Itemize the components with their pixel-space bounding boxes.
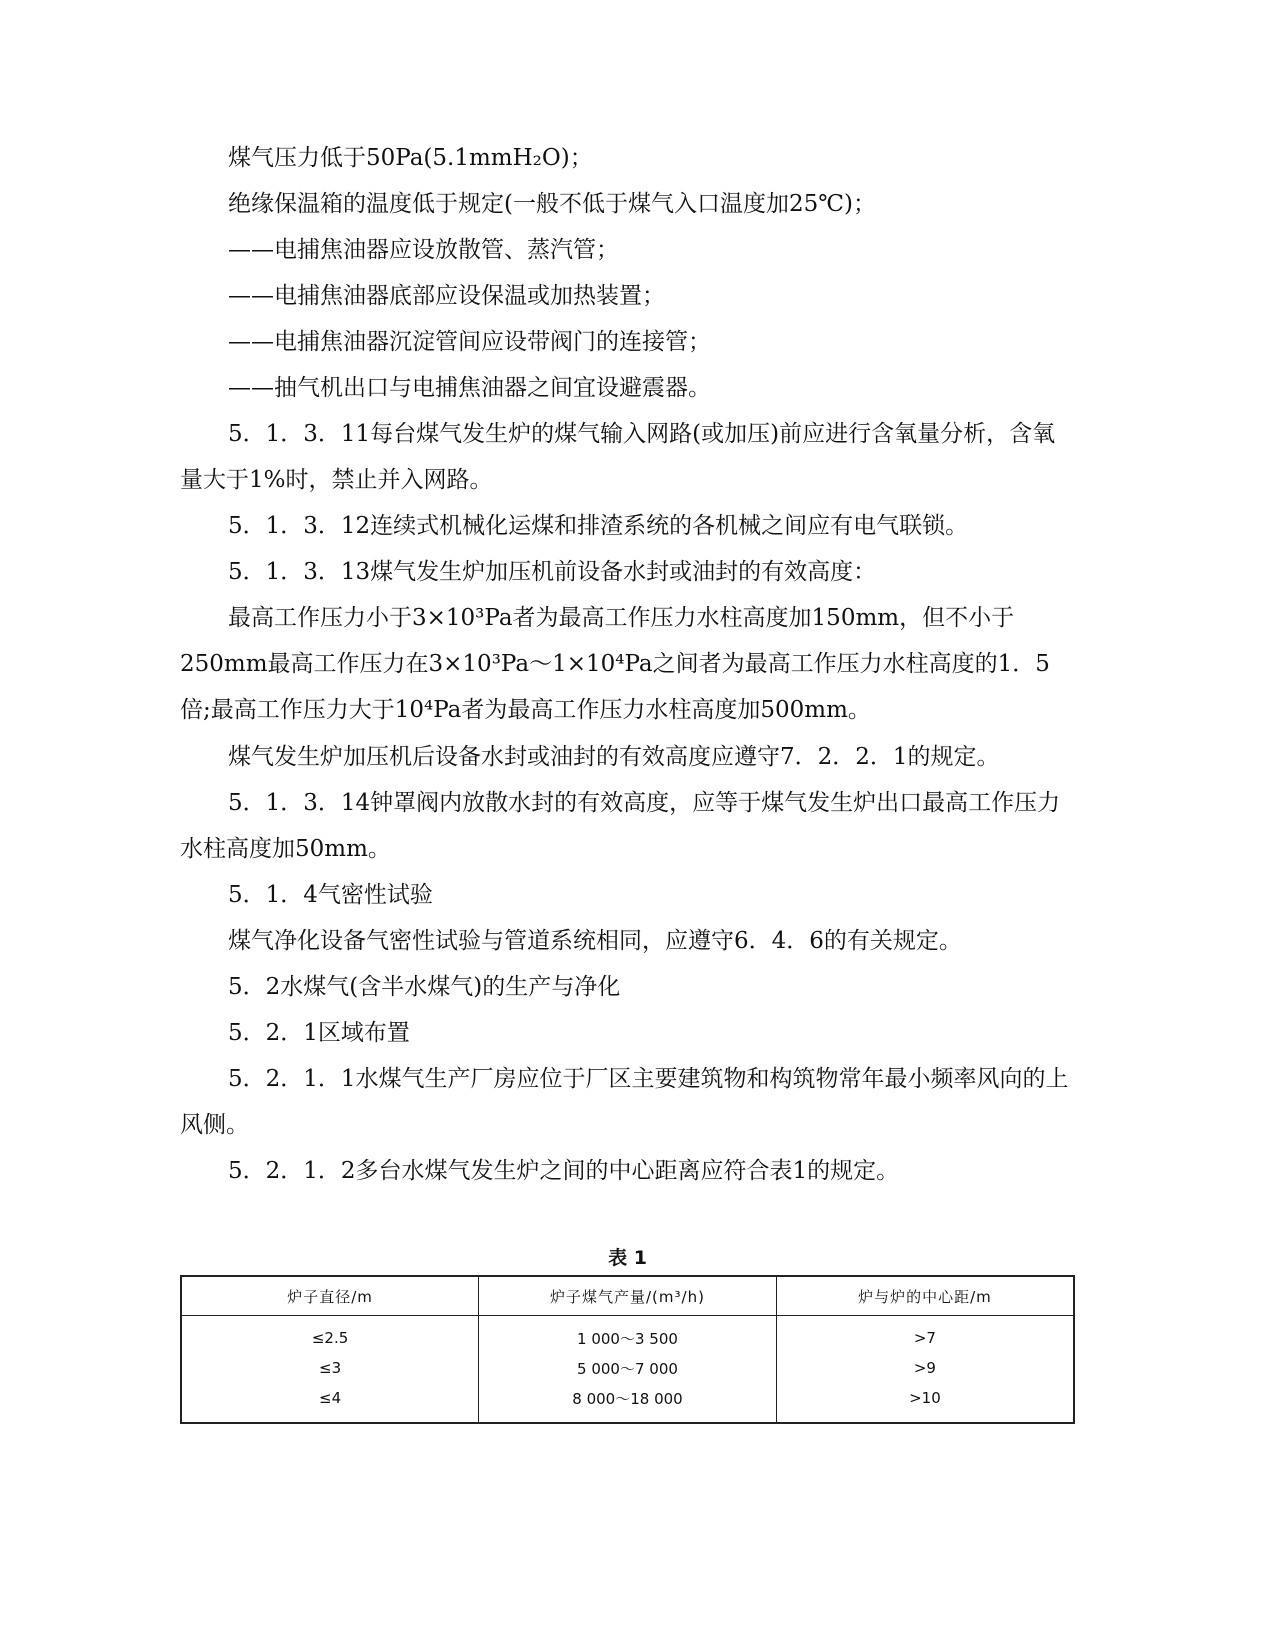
table-row — [181, 1316, 1074, 1354]
column-header: 炉子直径/m — [181, 1276, 479, 1316]
list-item: ——电捕焦油器应设放散管、蒸汽管； — [228, 237, 619, 263]
table-cell: >7 — [776, 1316, 1074, 1354]
column-header: 炉子煤气产量/(m³/h) — [479, 1276, 777, 1316]
pressure-paragraph: 最高工作压力小于3×10³Pa者为最高工作压力水柱高度加150mm，但不小于250mm最高工作压力在3×10³Pa～1×10⁴Pa之间者为最高工作压力水柱高度的1．5倍;最高工作压力大于10⁴Pa者为最高工作压力水柱高度加500mm。 — [180, 605, 1050, 723]
list-item: ——抽气机出口与电捕焦油器之间宜设避震器。 — [228, 375, 711, 401]
section-heading: 5．2水煤气(含半水煤气)的生产与净化 — [228, 974, 621, 1000]
section-heading: 5．2．1区域布置 — [228, 1020, 410, 1046]
paragraph: 绝缘保温箱的温度低于规定(一般不低于煤气入口温度加25℃)； — [228, 191, 876, 217]
paragraph: 煤气压力低于50Pa(5.1mmH₂O)； — [228, 145, 593, 171]
clause-5-1-3-13: 5．1．3．13煤气发生炉加压机前设备水封或油封的有效高度： — [228, 559, 877, 585]
list-item: ——电捕焦油器沉淀管间应设带阀门的连接管； — [228, 329, 711, 355]
clause-5-2-1-2: 5．2．1．2多台水煤气发生炉之间的中心距离应符合表1的规定。 — [228, 1158, 900, 1184]
table-cell: ≤4 — [181, 1383, 479, 1423]
table-caption: 表 1 — [608, 1247, 647, 1269]
table-cell: 1 000～3 500 — [479, 1316, 777, 1354]
table-cell: ≤2.5 — [181, 1316, 479, 1354]
table-row — [181, 1353, 1074, 1383]
table-cell: 8 000～18 000 — [479, 1383, 777, 1423]
table-cell: >10 — [776, 1383, 1074, 1423]
paragraph: 煤气发生炉加压机后设备水封或油封的有效高度应遵守7．2．2．1的规定。 — [228, 744, 1000, 770]
section-heading: 5．1．4气密性试验 — [228, 882, 433, 908]
clause-5-1-3-12: 5．1．3．12连续式机械化运煤和排渣系统的各机械之间应有电气联锁。 — [228, 513, 969, 539]
list-item: ——电捕焦油器底部应设保温或加热装置； — [228, 283, 665, 309]
table-cell: 5 000～7 000 — [479, 1353, 777, 1383]
clause-5-1-3-14: 5．1．3．14钟罩阀内放散水封的有效高度，应等于煤气发生炉出口最高工作压力水柱高度加50mm。 — [180, 790, 1061, 862]
table-row — [181, 1383, 1074, 1423]
column-header: 炉与炉的中心距/m — [776, 1276, 1074, 1316]
table-cell: ≤3 — [181, 1353, 479, 1383]
clause-5-2-1-1: 5．2．1．1水煤气生产厂房应位于厂区主要建筑物和构筑物常年最小频率风向的上风侧。 — [180, 1066, 1069, 1138]
paragraph: 煤气净化设备气密性试验与管道系统相同，应遵守6．4．6的有关规定。 — [228, 928, 962, 954]
data-table — [180, 1275, 1075, 1424]
table-header-row — [181, 1276, 1074, 1316]
clause-5-1-3-11: 5．1．3．11每台煤气发生炉的煤气输入网路(或加压)前应进行含氧量分析，含氧量大于1%时，禁止并入网路。 — [180, 421, 1056, 493]
table-cell: >9 — [776, 1353, 1074, 1383]
